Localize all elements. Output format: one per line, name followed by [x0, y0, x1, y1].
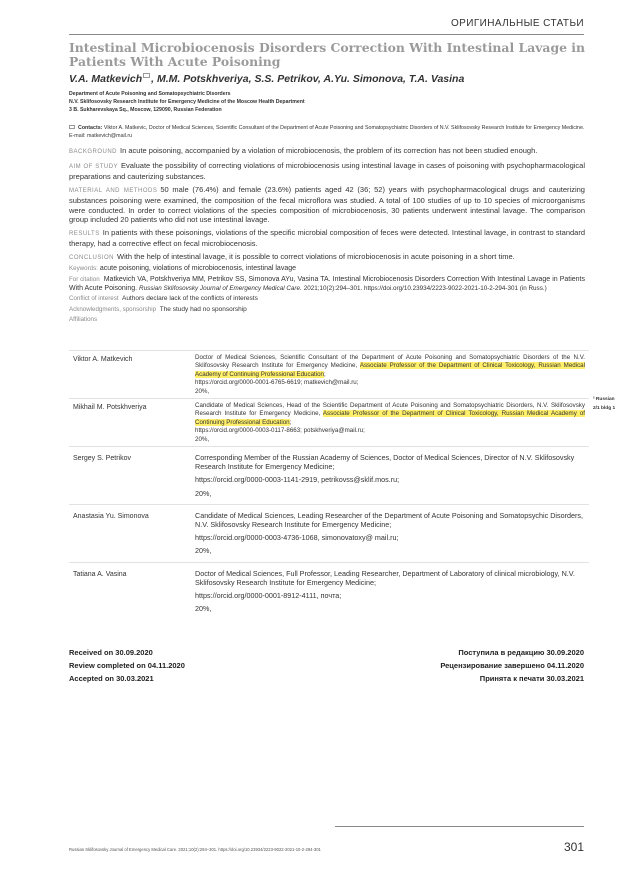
date-accepted-ru: Принята к печати 30.03.2021 [479, 674, 584, 683]
keywords-text: acute poisoning, violations of microbiocenosis, intestinal lavage [99, 265, 297, 272]
position-end: ; [289, 418, 292, 426]
author-position: Doctor of Medical Sciences, Scientific Consultant of the Department of Acute Poisoning and Somatopsychiatric Disorders of the N.V. Sklifosovsky Research Institute for Emergency Medicine, [195, 354, 585, 370]
author-name: Mikhail M. Potskhveriya [73, 404, 147, 412]
author-position: Doctor of Medical Sciences, Full Professor, Leading Researcher, Department of Laboratory of clinical microbiology, N.V. Sklifosovsky Research Institute for Emergency Medicine; [195, 568, 575, 587]
date-received: Received on 30.09.2020 [69, 648, 153, 657]
author-share: 20%, [195, 435, 210, 443]
author-list [69, 73, 464, 85]
author-position: Candidate of Medical Sciences, Leading Researcher of the Department of Acute Poisoning and Somatopsychic Disorders, N.V. Sklifosovsky Research Institute for Emergency Medicine; [195, 510, 583, 530]
table-row [69, 398, 589, 446]
date-received-ru: Поступила в редакцию 30.09.2020 [458, 648, 584, 657]
author-name: Sergey S. Petrikov [73, 455, 131, 463]
date-accepted: Accepted on 30.03.2021 [69, 674, 154, 683]
highlighted-position: Associate Professor of the Department of Clinical Toxicology, Russian Medical Academy of Continuing Professional Education [195, 362, 585, 378]
background-label: BACKGROUND [69, 149, 118, 155]
results-label: RESULTS [69, 230, 100, 237]
footer-divider [335, 826, 584, 827]
citation-rest: 2021;10(2):294–301. https://doi.org/10.23934/2223-9022-2021-10-2-294-301 (in Russ.) [303, 284, 547, 292]
date-review: Review completed on 04.11.2020 [69, 661, 185, 670]
affiliation-block [69, 90, 589, 114]
conflict-text: Authors declare lack of the conflicts of interests [121, 295, 258, 302]
article-title: Intestinal Microbiocenosis Disorders Correction With Intestinal Lavage in Patients With Acute Poisoning [69, 40, 586, 69]
side-note: 2/1 bldg 1 [593, 406, 616, 411]
author-contact: https://orcid.org/0000-0003-4736-1068, simonovatoxy@ mail.ru; [195, 533, 399, 543]
footer-citation: Russian Sklifosovsky Journal of Emergency Medical Care. 2021;10(2):294–301. https://doi.org/10.23934/2223-9022-2021-10-2-294-301 [69, 847, 321, 852]
author-name: Anastasia Yu. Simonova [73, 512, 149, 520]
other-authors: , M.M. Potskhveriya, S.S. Petrikov, A.Yu. Simonova, T.A. Vasina [151, 73, 465, 85]
author-contact: https://orcid.org/0000-0003-0117-8663; potskhveriya@mail.ru; [195, 427, 365, 435]
acknowledgments [69, 305, 585, 314]
contacts-label: Contacts: [78, 125, 103, 131]
aim-label: AIM OF STUDY [69, 163, 119, 170]
author-share: 20%, [195, 604, 212, 614]
background-text: In acute poisoning, accompanied by a violation of microbiocenosis, the problem of its correction has not been studied enough. [120, 146, 538, 155]
dates-english [69, 646, 185, 685]
contacts-block [69, 125, 589, 140]
page-number: 301 [563, 840, 584, 854]
citation [69, 275, 585, 293]
citation-journal: Russian Sklifosovsky Journal of Emergency Medical Care. [139, 284, 302, 292]
abstract-aim [69, 161, 585, 182]
abstract [69, 146, 585, 326]
ack-label: Acknowledgments, sponsorship [69, 305, 157, 313]
dates-russian [440, 646, 584, 685]
author-contact: https://orcid.org/0000-0003-1141-2919, petrikovss@sklif.mos.ru; [195, 475, 400, 485]
envelope-icon [69, 125, 75, 129]
author-position: Candidate of Medical Sciences, Head of the Scientific Department of Acute Poisoning and Somatopsychiatric Disorders, N.V. Sklifosovsky Research Institute for Emergency Medicine, [195, 402, 585, 418]
author-name: Viktor A. Matkevich [73, 356, 133, 363]
institute-address: 3 B. Sukharevskaya Sq., Moscow, 129090, Russian Federation [69, 107, 222, 113]
position-end: ; [323, 370, 326, 378]
author-position: Corresponding Member of the Russian Academy of Sciences, Doctor of Medical Sciences, Director of N.V. Sklifosovsky Research Institute for Emergency Medicine; [195, 453, 575, 472]
header-divider [69, 34, 584, 35]
table-row [69, 562, 589, 620]
abstract-methods [69, 185, 585, 225]
keywords [69, 264, 585, 273]
author-name: Tatiana A. Vasina [73, 570, 127, 578]
side-note: ² Russian [593, 397, 615, 402]
first-author: V.A. Matkevich [69, 73, 143, 85]
citation-text: Matkevich VA, Potskhveriya MM, Petrikov SS, Simonova AYu, Vasina TA. Intestinal Microbiocenosis Disorders Correction With Intestinal Lavage in Patients With Acute Poisoning. [69, 275, 585, 292]
author-details [195, 511, 589, 560]
abstract-conclusion [69, 252, 585, 264]
conflict-of-interest [69, 294, 585, 303]
abstract-background [69, 146, 585, 158]
author-details [195, 354, 589, 396]
methods-label: MATERIAL AND METHODS [69, 187, 158, 194]
contacts-text: Viktor A. Matkevic, Doctor of Medical Sciences, Scientific Consultant of the Department of Acute Poisoning and Somatopsychiatric Disorders of N.V. Sklifosovsky Research Institute for Emergency Medicine. E-mail: matkevich@mail.ru [69, 125, 585, 139]
table-row [69, 504, 589, 562]
section-header: ОРИГИНАЛЬНЫЕ СТАТЬИ [450, 18, 584, 29]
table-row [69, 446, 589, 504]
department-name: Department of Acute Poisoning and Somatopsychiatric Disorders [69, 91, 231, 97]
envelope-icon [143, 73, 150, 78]
methods-text: 50 male (76.4%) and female (23.6%) patients aged 42 (36; 52) years with psychopharmacological drugs and cauterizing substances poisoning were examined, the composition of the fecal microflora was studied. A total of 100 studies of up to 10 species of microorganisms were conducted. In order to correct violations of the species composition of microbiocenosis, 30 patients underwent intestinal lavage. The comparison group included 20 patients who did not use intestinal lavage. [69, 184, 585, 224]
citation-label: For citation [69, 275, 100, 283]
abstract-results [69, 228, 585, 249]
date-review-ru: Рецензирование завершено 04.11.2020 [440, 661, 584, 670]
keywords-label: Keywords: [69, 265, 98, 272]
author-details [195, 453, 589, 502]
conclusion-text: With the help of intestinal lavage, it is possible to correct violations of microbiocenosis in acute poisoning in a short time. [117, 251, 515, 261]
aim-text: Evaluate the possibility of correcting violations of microbiocenosis using intestinal lavage in cases of poisoning with psychopharmacological preparations and cauterizing substances. [69, 160, 585, 181]
affiliations-table [69, 350, 589, 620]
highlighted-position: Associate Professor of the Department of Clinical Toxicology, Russian Medical Academy of Continuing Professional Education [195, 410, 585, 426]
ack-text: The study had no sponsorship [159, 305, 247, 313]
conclusion-label: CONCLUSION [69, 254, 115, 261]
institute-name: N.V. Sklifosovsky Research Institute for Emergency Medicine of the Moscow Health Department [69, 99, 305, 105]
author-contact: https://orcid.org/0000-0001-6765-6619; matkevich@mail.ru; [195, 379, 359, 387]
affiliations-label: Affiliations [69, 316, 98, 323]
author-details [195, 402, 589, 444]
conflict-label: Conflict of interest [69, 295, 119, 302]
author-share: 20%, [195, 546, 212, 556]
author-share: 20%, [195, 488, 212, 498]
author-contact: https://orcid.org/0000-0001-8912-4111, почта; [195, 591, 342, 601]
results-text: In patients with these poisonings, violations of the specific microbial composition of feces were detected. Intestinal lavage, in contrast to standard therapy, had a corrective effect on fecal microbiocenosis. [69, 227, 585, 248]
author-share: 20%, [195, 387, 210, 395]
author-details [195, 569, 589, 618]
affiliations-heading [69, 315, 585, 324]
table-row [69, 350, 589, 398]
